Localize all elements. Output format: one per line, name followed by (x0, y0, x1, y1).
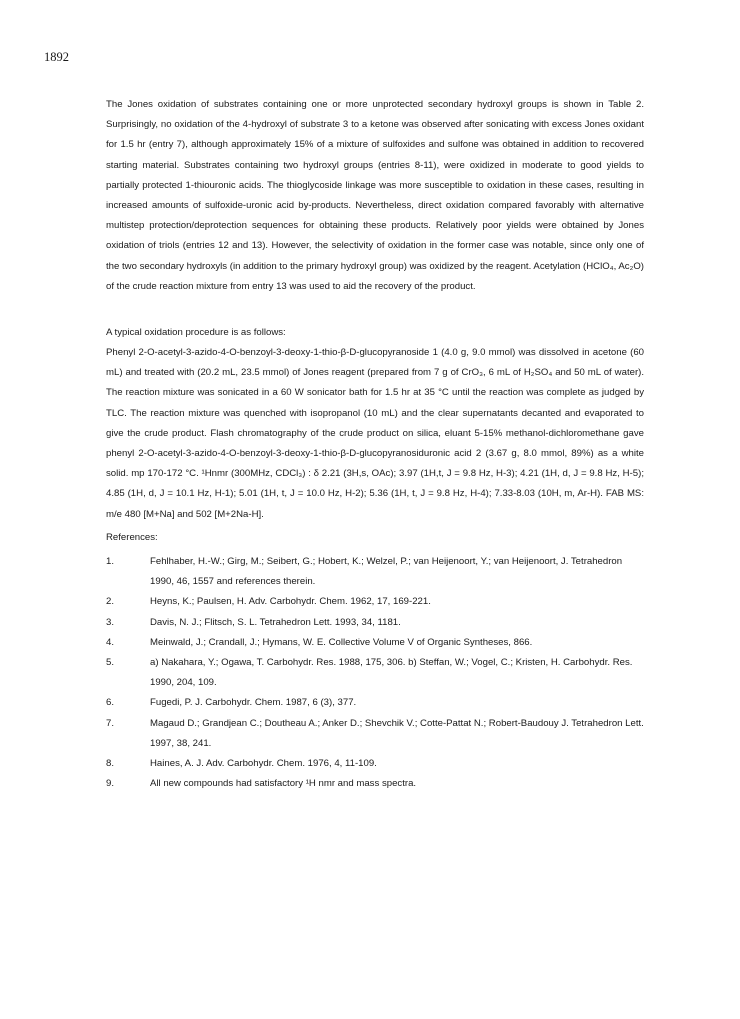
references-list (106, 552, 646, 794)
reference-text: Davis, N. J.; Flitsch, S. L. Tetrahedron Lett. 1993, 34, 1181. (150, 616, 401, 628)
reference-text: Magaud D.; Grandjean C.; Doutheau A.; Anker D.; Shevchik V.; Cotte-Pattat N.; Robert-Baudouy J. Tetrahedron Lett. 1997, 38, 241. (150, 717, 644, 749)
reference-number: 5. (106, 657, 115, 669)
reference-number: 9. (106, 778, 115, 790)
reference-text: Fugedi, P. J. Carbohydr. Chem. 1987, 6 (3), 377. (150, 697, 357, 709)
references-heading: References: (106, 532, 158, 543)
body-paragraph: The Jones oxidation of substrates containing one or more unprotected secondary hydroxyl groups is shown in Table 2. Surprisingly, no oxidation of the 4-hydroxyl of substrate 3 to a ketone was observed after sonicating with excess Jones oxidant for 1.5 hr (entry 7), although approximately 15% of a mixture of sulfoxides and sulfone was obtained in addition to recovered starting material. Substrates containing two hydroxyl groups (entries 8-11), were oxidized in moderate to good yields to partially protected 1-thiouronic acids. The thioglycoside linkage was more susceptible to oxidation in these cases, resulting in increased amounts of sulfoxide-uronic acid by-products. Nevertheless, direct oxidation compared favorably with alternative multistep protection/deprotection sequences for obtaining these products. Relatively poor yields were obtained by Jones oxidation of triols (entries 12 and 13). However, the selectivity of oxidation in the former case was notable, since only one of the two secondary hydroxyls (in addition to the primary hydroxyl group) was oxidized by the reagent. Acetylation (HClO₄, Ac₂O) of the crude reaction mixture from entry 13 was used to aid the recovery of the product. (106, 99, 644, 292)
reference-number: 2. (106, 596, 115, 608)
reference-item (106, 774, 646, 794)
reference-item (106, 693, 646, 713)
page-number: 1892 (44, 50, 69, 64)
reference-item (106, 613, 646, 633)
reference-text: Heyns, K.; Paulsen, H. Adv. Carbohydr. Chem. 1962, 17, 169-221. (150, 596, 431, 608)
reference-number: 1. (106, 556, 115, 567)
reference-text: Meinwald, J.; Crandall, J.; Hymans, W. E. Collective Volume V of Organic Syntheses, 866. (150, 636, 533, 648)
reference-number: 3. (106, 616, 115, 628)
reference-item (106, 552, 646, 592)
reference-text: Fehlhaber, H.-W.; Girg, M.; Seibert, G.; Hobert, K.; Welzel, P.; van Heijenoort, Y.; van Heijenoort, J. Tetrahedron 1990, 46, 1557 and references therein. (150, 556, 623, 588)
reference-number: 6. (106, 697, 115, 709)
reference-item (106, 653, 646, 693)
reference-text: All new compounds had satisfactory ¹H nmr and mass spectra. (150, 778, 417, 790)
reference-number: 4. (106, 636, 115, 648)
procedure-paragraph: Phenyl 2-O-acetyl-3-azido-4-O-benzoyl-3-deoxy-1-thio-β-D-glucopyranoside 1 (4.0 g, 9.0 mmol) was dissolved in acetone (60 mL) and treated with (20.2 mL, 23.5 mmol) of Jones reagent (prepared from 7 g of CrO₃, 6 mL of H₂SO₄ and 50 mL of water). The reaction mixture was sonicated in a 60 W sonicator bath for 1.5 hr at 35 °C until the reaction was complete as judged by TLC. The reaction mixture was quenched with isopropanol (10 mL) and the clear supernatants decanted and evaporated to give the crude product. Flash chromatography of the crude product on silica, eluant 5-15% methanol-dichloromethane gave phenyl 2-O-acetyl-3-azido-4-O-benzoyl-3-deoxy-1-thio-β-D-glucopyranosiduronic acid 2 (3.67 g, 8.0 mmol, 89%) as a white solid. mp 170-172 °C. ¹Hnmr (300MHz, CDCl₃) : δ 2.21 (3H,s, OAc); 3.97 (1H,t, J = 9.8 Hz, H-3); 4.21 (1H, d, J = 9.8 Hz, H-5); 4.85 (1H, d, J = 10.1 Hz, H-1); 5.01 (1H, t, J = 10.0 Hz, H-2); 5.36 (1H, t, J = 9.8 Hz, H-4); 7.33-8.03 (10H, m, Ar-H). FAB MS: m/e 480 [M+Na] and 502 [M+2Na-H]. (106, 347, 644, 520)
reference-text: a) Nakahara, Y.; Ogawa, T. Carbohydr. Res. 1988, 175, 306. b) Steffan, W.; Vogel, C.; Kristen, H. Carbohydr. Res. 1990, 204, 109. (150, 657, 633, 689)
reference-item (106, 754, 646, 774)
reference-text: Haines, A. J. Adv. Carbohydr. Chem. 1976, 4, 11-109. (150, 758, 377, 770)
reference-number: 7. (106, 717, 115, 729)
reference-item (106, 714, 646, 754)
reference-item (106, 592, 646, 612)
procedure-intro: A typical oxidation procedure is as follows: (106, 327, 286, 338)
reference-item (106, 633, 646, 653)
reference-number: 8. (106, 758, 115, 770)
